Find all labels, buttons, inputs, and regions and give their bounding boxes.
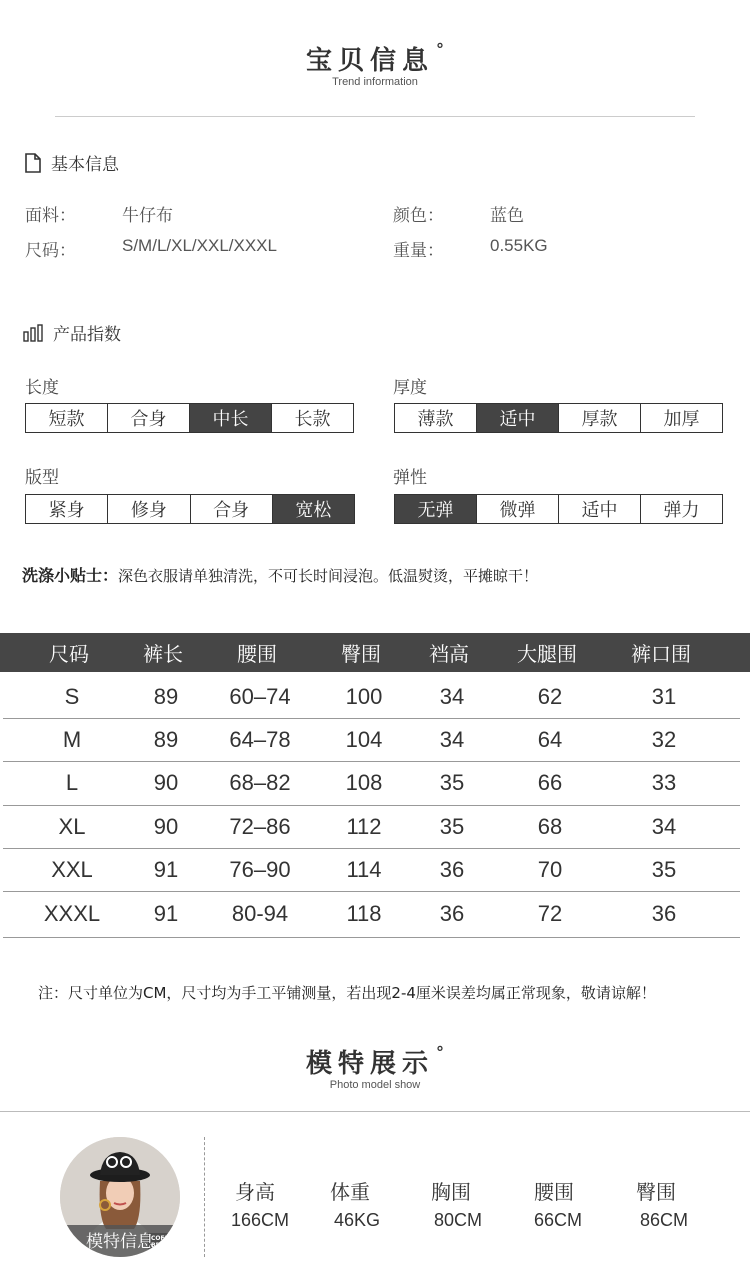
elasticity-option-selected: 无弹: [395, 495, 476, 523]
table-cell: 108: [345, 770, 383, 795]
table-cell: 89: [153, 683, 179, 709]
document-icon: [25, 153, 41, 173]
table-cell: 68: [537, 813, 563, 839]
table-cell: 91: [153, 901, 179, 926]
table-cell: 36: [439, 856, 465, 882]
thickness-option: 加厚: [640, 404, 722, 432]
model-waist-label: 腰围: [534, 1180, 574, 1204]
product-index-heading: 产品指数: [23, 320, 121, 345]
model-weight-label: 体重: [330, 1180, 370, 1204]
table-cell: 118: [346, 901, 382, 926]
elasticity-label: 弹性: [393, 468, 427, 488]
thickness-label: 厚度: [393, 378, 427, 398]
table-cell: 35: [439, 770, 465, 795]
dashed-divider: [204, 1137, 205, 1257]
length-option-selected: 中长: [189, 404, 271, 432]
table-cell: 91: [153, 856, 179, 882]
table-cell: XXL: [51, 856, 93, 882]
table-cell: 80-94: [231, 901, 289, 926]
table-cell: 64: [537, 726, 563, 752]
table-row: [3, 675, 740, 719]
color-value: 蓝色: [490, 206, 524, 225]
fit-option-selected: 宽松: [272, 495, 354, 523]
table-cell: M: [62, 726, 82, 752]
elasticity-option: 适中: [558, 495, 640, 523]
fabric-label: 面料：: [25, 206, 76, 226]
table-cell: XL: [58, 813, 86, 839]
table-row: [3, 891, 740, 938]
model-height-value: 166CM: [230, 1210, 290, 1230]
model-bust-label: 胸围: [431, 1180, 471, 1204]
basic-info-heading: 基本信息: [25, 150, 119, 175]
weight-label: 重量：: [393, 241, 444, 261]
thickness-option-selected: 适中: [476, 404, 558, 432]
table-row: [3, 761, 740, 806]
color-label: 颜色：: [393, 206, 444, 226]
trend-title: 宝贝信息 °: [305, 40, 444, 76]
size-table-header: [0, 633, 750, 672]
table-cell: 33: [651, 770, 677, 795]
table-cell: 36: [651, 901, 677, 926]
model-avatar: [60, 1137, 180, 1257]
length-selector: [25, 403, 354, 433]
fit-option: 修身: [107, 495, 189, 523]
divider: [0, 1111, 750, 1112]
fit-option: 紧身: [48, 500, 85, 521]
table-cell: 90: [153, 813, 179, 839]
table-cell: 34: [439, 683, 465, 709]
table-cell: 104: [345, 726, 383, 752]
trend-subtitle: Trend information: [332, 76, 418, 88]
size-value: S/M/L/XL/XXL/XXXL: [122, 236, 277, 255]
washing-tip-label: 洗涤小贴士：: [22, 566, 119, 585]
table-row: [3, 718, 740, 762]
table-cell: 35: [439, 813, 465, 839]
washing-tip: [22, 563, 538, 586]
table-cell: 89: [153, 726, 179, 752]
header-length: 裤长: [143, 642, 183, 666]
table-cell: 34: [651, 813, 677, 839]
table-cell: 112: [346, 813, 382, 839]
thickness-option: 薄款: [417, 409, 454, 430]
elasticity-option: 弹力: [640, 495, 722, 523]
model-weight-value: 46KG: [333, 1210, 381, 1230]
model-hip-value: 86CM: [639, 1210, 688, 1230]
table-cell: 64–78: [229, 726, 291, 752]
table-cell: S: [64, 683, 80, 709]
size-label: 尺码：: [25, 241, 76, 261]
header-leg-opening: 裤口围: [631, 642, 691, 666]
table-cell: 34: [439, 726, 465, 752]
measurement-note: 注：尺寸单位为CM，尺寸均为手工平铺测量，若出现2-4厘米误差均属正常现象，敬请谅解！: [38, 984, 656, 1002]
shirt-print-text: COFFEE BREWED: [151, 1235, 180, 1249]
fit-label: 版型: [25, 468, 59, 488]
table-cell: XXXL: [43, 901, 101, 926]
header-waist: 腰围: [237, 642, 277, 666]
thickness-selector: [394, 403, 723, 433]
length-label: 长度: [25, 378, 59, 398]
model-hip-label: 臀围: [636, 1180, 676, 1204]
divider: [55, 116, 695, 117]
bar-chart-icon: [23, 324, 43, 342]
length-option: 短款: [48, 409, 85, 430]
fabric-value: 牛仔布: [122, 206, 173, 225]
thickness-option: 厚款: [558, 404, 640, 432]
table-cell: 32: [651, 726, 677, 752]
table-cell: 60–74: [229, 683, 291, 709]
model-info-badge: 模特信息: [86, 1232, 154, 1252]
table-cell: 66: [537, 770, 563, 795]
table-cell: 70: [537, 856, 563, 882]
fit-option: 合身: [190, 495, 272, 523]
weight-value: 0.55KG: [490, 236, 548, 255]
table-row: [3, 848, 740, 892]
table-row: [3, 805, 740, 849]
header-hip: 臀围: [341, 642, 381, 666]
table-cell: 35: [651, 856, 677, 882]
model-title: 模特展示 °: [305, 1043, 444, 1079]
table-cell: 62: [537, 683, 563, 709]
table-cell: 114: [346, 856, 382, 882]
header-thigh: 大腿围: [517, 642, 577, 666]
table-cell: 100: [345, 683, 383, 709]
fit-selector: [25, 494, 355, 524]
table-cell: 36: [439, 901, 465, 926]
length-option: 合身: [107, 404, 189, 432]
table-cell: 90: [153, 770, 179, 795]
model-height-label: 身高: [235, 1180, 275, 1204]
table-cell: 31: [651, 683, 677, 709]
table-cell: 72: [537, 901, 563, 926]
table-cell: L: [65, 770, 79, 795]
table-cell: 72–86: [229, 813, 291, 839]
model-bust-value: 80CM: [433, 1210, 482, 1230]
elasticity-option: 微弹: [476, 495, 558, 523]
header-size: 尺码: [49, 642, 89, 666]
washing-tip-text: 深色衣服请单独清洗，不可长时间浸泡。低温熨烫，平摊晾干！: [118, 567, 539, 585]
table-cell: 76–90: [229, 856, 291, 882]
model-subtitle: Photo model show: [329, 1079, 421, 1091]
table-cell: 68–82: [229, 770, 291, 795]
elasticity-selector: [394, 494, 723, 524]
length-option: 长款: [271, 404, 353, 432]
header-rise: 裆高: [429, 642, 469, 666]
model-waist-value: 66CM: [533, 1210, 582, 1230]
